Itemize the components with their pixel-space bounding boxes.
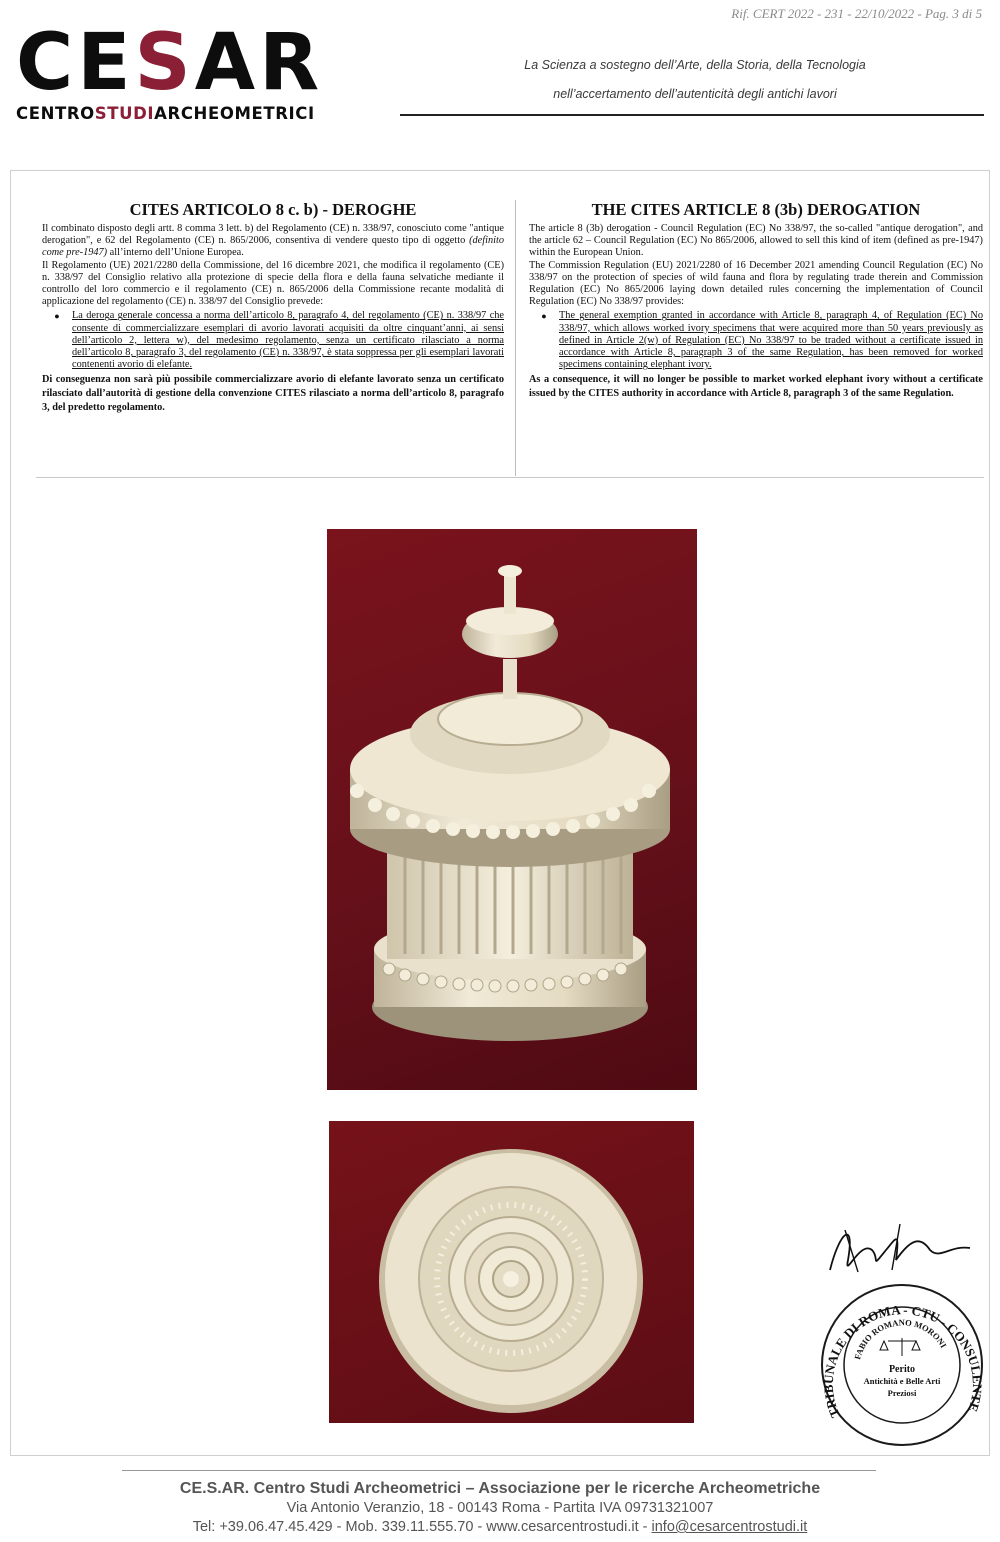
italian-conclusion: Di conseguenza non sarà più possibile commercializzare avorio di elefante lavorato senza un certificato rilasciato dall’autorità di gestione della convenzione CITES rilasciato a norma dell’articolo 8, paragrafo 3, del predetto regolamento. <box>42 374 504 414</box>
tagline-line-1: La Scienza a sostegno dell’Arte, della Storia, della Tecnologia <box>524 58 866 72</box>
logo-wordmark-part: CE <box>16 18 135 108</box>
english-title: THE CITES ARTICLE 8 (3b) DEROGATION <box>591 200 921 219</box>
english-conclusion: As a consequence, it will no longer be possible to market worked elephant ivory without a certificate issued by the CITES authority in accordance with Article 8, paragraph 3 of the same Regulation. <box>529 374 983 400</box>
italian-bullet-text: La deroga generale concessa a norma dell’articolo 8, paragrafo 4, del regolamento (CE) n. 338/97 che consente di commercializzare esemplari di avorio lavorati acquisiti da oltre cinquant’anni, ai sensi dell’articolo 2, lettera w), del medesimo regolamento, senza un certificato rilasciato a norma dell’articolo 8, paragrafo 3, del regolamento (CE) n. 338/97, è stata soppressa per gli esemplari lavorati contenenti avorio di elefante. <box>72 310 504 371</box>
bullet-icon: ● <box>541 311 547 322</box>
italian-p1-text: Il combinato disposto degli artt. 8 comma 3 lett. b) del Regolamento (CE) n. 338/97, conosciuto come "antique derogation", e 62 del Regolamento (CE) n. 865/2006, consentiva di vendere questo tipo di oggetto <box>42 223 504 247</box>
seal-name-text: FABIO ROMANO MORONI <box>852 1317 949 1361</box>
header-divider <box>400 114 984 116</box>
footer-contacts-text: Tel: +39.06.47.45.429 - Mob. 339.11.555.70 - www.cesarcentrostudi.it - <box>192 1519 652 1535</box>
logo-wordmark-accent: S <box>134 18 195 108</box>
italian-p1-text-end: all’interno dell’Unione Europea. <box>107 247 244 259</box>
cesar-logo <box>16 18 324 123</box>
logo-subtitle-part: CENTRO <box>16 104 95 123</box>
italian-bullet <box>42 310 504 371</box>
footer-divider <box>122 1470 876 1471</box>
italian-paragraph-1 <box>42 223 504 260</box>
ivory-lid-top-illustration <box>329 1121 694 1423</box>
english-paragraph-2: The Commission Regulation (EU) 2021/2280 of 16 December 2021 amending Council Regulation (EC) No 338/97 on the protection of species of wild fauna and flora by regulating trade therein and Commission Regulation (EC) No 865/2006 laying down detailed rules concerning the implementation of Council Regulation (EC) No 338/97 provides: <box>529 259 983 308</box>
italian-paragraph-2: Il Regolamento (UE) 2021/2280 della Commissione, del 16 dicembre 2021, che modifica il regolamento (CE) n. 338/97 del Consiglio relativo alla protezione di specie della flora e della fauna selvatiche mediante il controllo del loro commercio e il regolamento (CE) n. 865/2006 della Commissione recante modalità di applicazione del regolamento (CE) n. 338/97 del Consiglio prevede: <box>42 259 504 308</box>
tagline-line-2: nell’accertamento dell’autenticità degli antichi lavori <box>553 87 837 101</box>
section-divider <box>36 477 984 478</box>
logo-wordmark <box>16 18 324 108</box>
english-bullet-text: The general exemption granted in accordance with Article 8, paragraph 4, of Regulation (EC) No 338/97, which allows worked ivory specimens that were acquired more than 50 years previously as defined in Article 2(w) of Regulation (EC) No 338/97 to be traded without a certificate issued in accordance with Article 8, paragraph 3 of the same Regulation, has been removed for worked specimens containing elephant ivory. <box>559 310 983 371</box>
italian-title: CITES ARTICOLO 8 c. b) - DEROGHE <box>129 200 417 219</box>
footer-contacts <box>0 1519 1000 1535</box>
seal-field-1: Antichità e Belle Arti <box>863 1376 941 1386</box>
english-bullet <box>529 310 983 371</box>
page-reference: Rif. CERT 2022 - 231 - 22/10/2022 - Pag. 3 di 5 <box>731 6 982 21</box>
ivory-box-side-photo <box>327 529 697 1090</box>
english-paragraph-1: The article 8 (3b) derogation - Council Regulation (EC) No 338/97, the so-called "antique derogation", and the article 62 – Council Regulation (EC) No 865/2006, allowed to sell this kind of item (defined as pre-1947) within the European Union. <box>529 223 983 259</box>
logo-subtitle-part: ARCHEOMETRICI <box>154 104 315 123</box>
signature-and-seal <box>800 1210 990 1450</box>
italian-column <box>42 200 504 415</box>
seal-ring-text: TRIBUNALE DI ROMA - CTU - CONSULENTE <box>820 1302 986 1420</box>
logo-subtitle <box>16 104 323 123</box>
seal-field-2: Preziosi <box>887 1388 917 1398</box>
bullet-icon: ● <box>54 311 60 322</box>
seal-role: Perito <box>888 1364 916 1375</box>
ivory-box-side-illustration <box>327 529 697 1090</box>
column-divider <box>515 200 516 476</box>
logo-subtitle-accent: STUDI <box>94 104 155 123</box>
footer-email-link[interactable]: info@cesarcentrostudi.it <box>651 1519 808 1535</box>
english-column <box>529 200 983 401</box>
italian-p1-emphasis: (definito come pre-1947) <box>42 235 504 259</box>
official-seal-icon <box>800 1210 990 1450</box>
logo-wordmark-part: AR <box>194 18 324 108</box>
ivory-lid-top-photo <box>329 1121 694 1423</box>
footer-address: Via Antonio Veranzio, 18 - 00143 Roma - Partita IVA 09731321007 <box>286 1500 714 1516</box>
footer-organization: CE.S.AR. Centro Studi Archeometrici – Associazione per le ricerche Archeometriche <box>179 1480 821 1497</box>
